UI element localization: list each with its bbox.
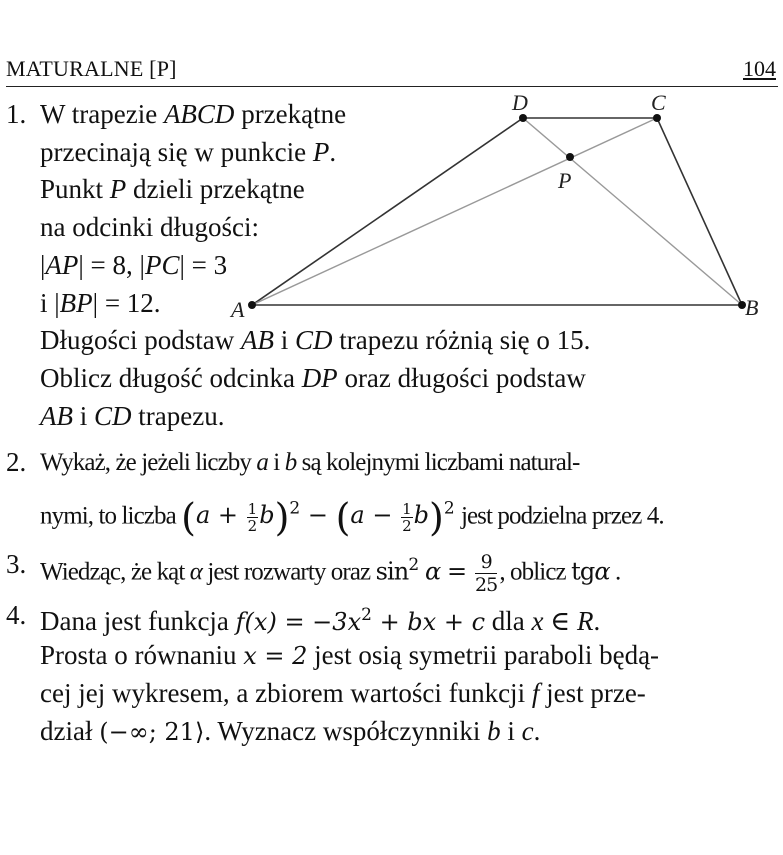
problem-4-line-3: cej jej wykresem, a zbiorem wartości funkcji f jest prze- [40, 678, 646, 708]
fraction-half: $\frac{1}{2}$ [247, 500, 258, 536]
fraction-half-2: $\frac{1}{2}$ [402, 500, 412, 536]
problem-1-line-9: AB i CD trapezu. [40, 400, 225, 431]
problem-2 [6, 444, 776, 544]
label-A: A [231, 297, 245, 322]
problem-2-line-1: Wykaż, że jeżeli liczby a i b są kolejnymi liczbami natural- [40, 449, 580, 476]
section-title: MATURALNE [P] [6, 56, 177, 81]
problem-1-line-8: Oblicz długość odcinka DP oraz długości podstaw [40, 362, 586, 393]
problem-4 [6, 597, 776, 757]
problem-number: 1. [6, 99, 27, 129]
problem-3-line-1: Wiedząc, że kąt α jest rozwarty oraz $\sin^2 \alpha$ = $\frac{9}{25}$ , oblicz tgα . [40, 551, 621, 597]
page-number: 104 [743, 56, 776, 81]
problem-4-line-4: dział (−∞; 21⟩. Wyznacz współczynniki b i c. [40, 716, 541, 746]
label-B: B [745, 295, 759, 320]
problem-number: 3. [6, 549, 27, 579]
problem-4-line-2: Prosta o równaniu x = 2 jest osią symetrii paraboli będą- [40, 640, 660, 670]
problem-number: 4. [6, 600, 27, 630]
problem-3 [6, 546, 776, 597]
problem-1-line-7: Długości podstaw AB i CD trapezu różnią się o 15. [40, 325, 591, 356]
problem-1-line-2: przecinają się w punkcie P. [40, 136, 337, 167]
label-P: P [558, 168, 572, 193]
problem-number: 2. [6, 447, 27, 477]
label-C: C [651, 90, 666, 115]
problem-1-line-4: na odcinki długości: [40, 212, 259, 243]
problem-1-line-1: W trapezie ABCD przekątne [40, 99, 347, 129]
problem-4-line-1: Dana jest funkcja $f(x) = -3x^2$ + bx + c dla x ∈ R. [40, 605, 601, 636]
label-D: D [512, 90, 528, 115]
fraction-9-25: $\frac{9}{25}$ [474, 551, 498, 597]
expression: (a + $\frac{1}{2}$ b)$^2$ − (a − $\frac{1}{2}$ b)$^2$ [181, 495, 455, 540]
problem-1-line-6: i |BP| = 12. [40, 287, 161, 318]
problem-2-line-2: nymi, to liczba (a + $\frac{1}{2}$ b)$^2$ − (a − $\frac{1}{2}$ b)$^2$ jest podzielna przez 4. [40, 495, 664, 540]
problem-1-line-3: Punkt P dzieli przekątne [40, 174, 305, 205]
problem-1-line-5: |AP| = 8, |PC| = 3 [40, 249, 228, 280]
problem-1 [6, 96, 776, 436]
